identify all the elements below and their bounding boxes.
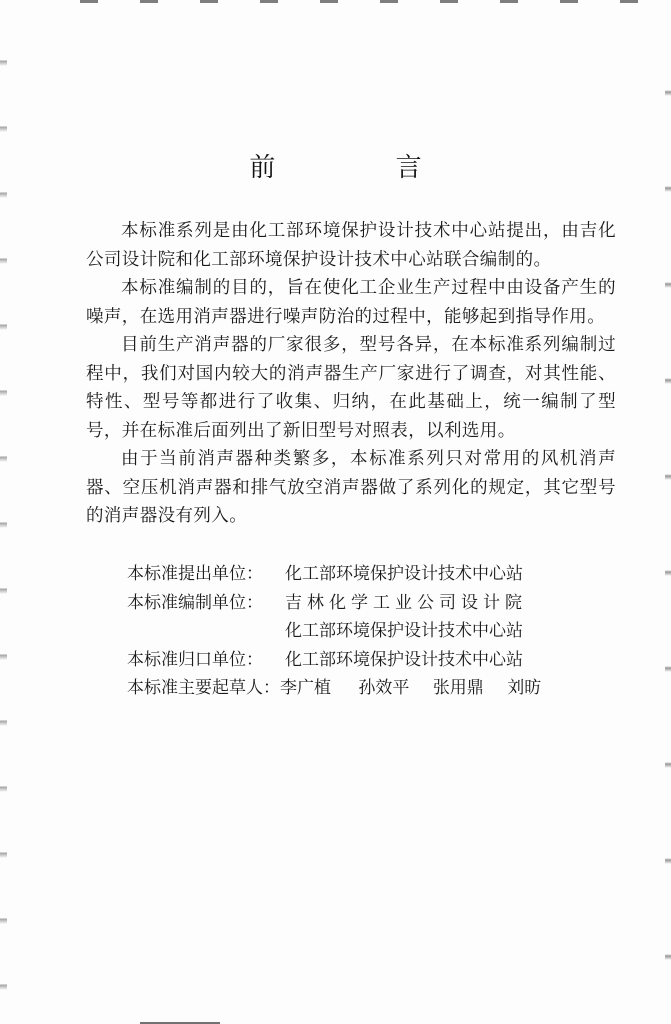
compiler-row-2 (127, 617, 567, 646)
drafter-name: 刘昉 (507, 678, 542, 698)
drafter-name: 孙效平 (358, 678, 410, 698)
compiler-value-1: 吉林化学工业公司设计院 (285, 592, 527, 613)
page-title: 前 言 (249, 153, 478, 183)
paragraph-3: 目前生产消声器的厂家很多，型号各异，在本标准系列编制过程中，我们对国内较大的消声器生产厂家进行了调查，对其性能、特性、型号等都进行了收集、归纳，在此基础上，统一编制了型号，并在标准后面列出了新旧型号对照表，以利选用。 (86, 335, 616, 441)
owner-value: 化工部环境保护设计技术中心站 (285, 649, 523, 670)
drafters-list (280, 674, 559, 703)
owner-row (127, 646, 567, 675)
compiler-value-2: 化工部环境保护设计技术中心站 (285, 621, 523, 641)
drafters-row (127, 674, 567, 703)
proposer-row (127, 560, 567, 589)
proposer-value: 化工部环境保护设计技术中心站 (285, 564, 523, 584)
drafter-name: 张用鼎 (432, 678, 484, 698)
preface-body (86, 217, 616, 531)
drafters-label: 本标准主要起草人： (127, 678, 280, 698)
scan-top-edge (80, 0, 640, 3)
drafter-name: 李广植 (280, 678, 331, 698)
paragraph-2: 本标准编制的目的，旨在使化工企业生产过程中由设备产生的噪声，在选用消声器进行噪声防治的过程中，能够起到指导作用。 (86, 278, 616, 327)
paragraph-4: 由于当前消声器种类繁多，本标准系列只对常用的风机消声器、空压机消声器和排气放空消声器做了系列化的规定，其它型号的消声器没有列入。 (86, 449, 616, 526)
credits-block (127, 560, 567, 703)
paragraph-1: 本标准系列是由化工部环境保护设计技术中心站提出，由吉化公司设计院和化工部环境保护设计技术中心站联合编制的。 (86, 221, 616, 270)
owner-label: 本标准归口单位： (127, 649, 263, 670)
proposer-label: 本标准提出单位： (127, 564, 263, 584)
compiler-row (127, 589, 567, 618)
compiler-label: 本标准编制单位： (127, 592, 263, 613)
